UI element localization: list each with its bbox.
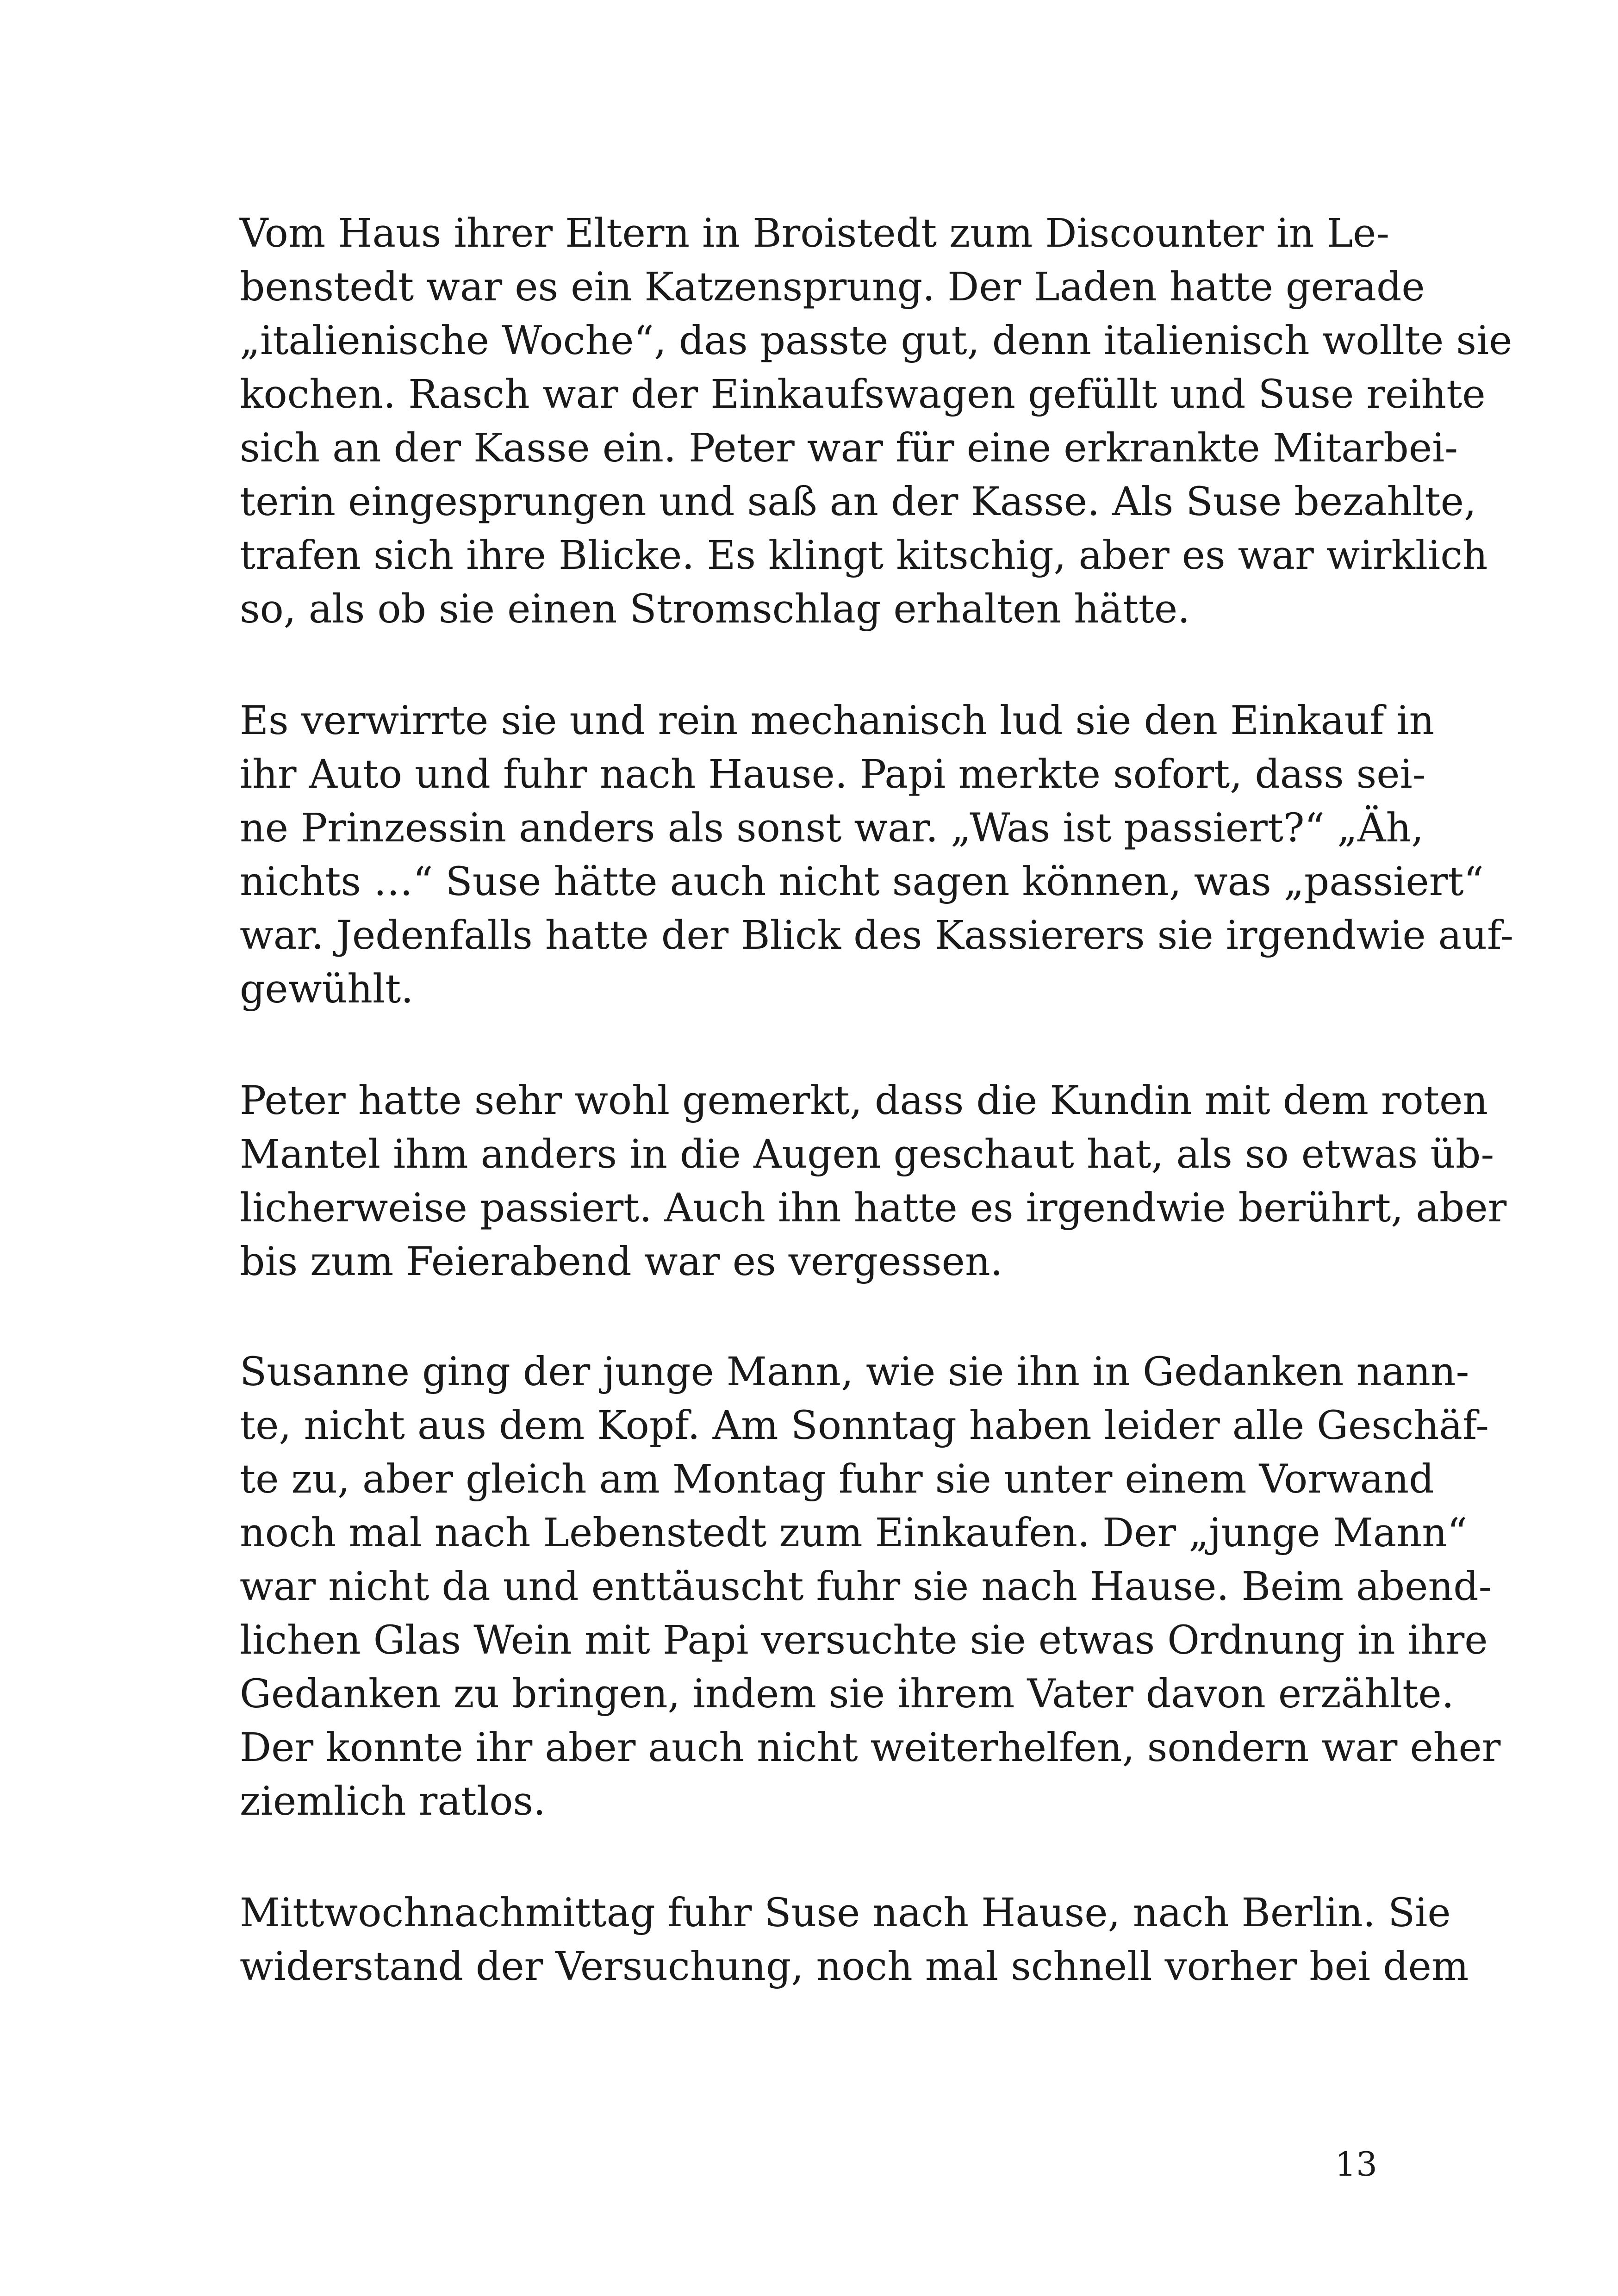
text-line: te zu, aber gleich am Montag fuhr sie unter einem Vorwand: [240, 1456, 1434, 1502]
text-line: benstedt war es ein Katzensprung. Der Laden hatte gerade: [240, 264, 1425, 310]
text-line: terin eingesprungen und saß an der Kasse. Als Suse bezahlte,: [240, 479, 1476, 525]
text-line: Der konnte ihr aber auch nicht weiterhelfen, sondern war eher: [240, 1725, 1501, 1771]
text-line: lichen Glas Wein mit Papi versuchte sie etwas Ordnung in ihre: [240, 1618, 1488, 1663]
text-line: „italienische Woche“, das passte gut, denn italienisch wollte sie: [240, 318, 1512, 364]
text-line: trafen sich ihre Blicke. Es klingt kitschig, aber es war wirklich: [240, 533, 1488, 579]
text-line: sich an der Kasse ein. Peter war für eine erkrankte Mitarbei-: [240, 425, 1458, 471]
text-line: te, nicht aus dem Kopf. Am Sonntag haben leider alle Geschäf-: [240, 1403, 1489, 1449]
text-line: war. Jedenfalls hatte der Blick des Kassierers sie irgendwie auf-: [240, 913, 1514, 958]
text-line: widerstand der Versuchung, noch mal schnell vorher bei dem: [240, 1944, 1469, 1990]
paragraph: [240, 207, 1512, 636]
paragraph: [240, 1345, 1501, 1829]
text-line: Gedanken zu bringen, indem sie ihrem Vater davon erzählte.: [240, 1671, 1454, 1717]
text-line: so, als ob sie einen Stromschlag erhalten hätte.: [240, 586, 1190, 632]
text-line: war nicht da und enttäuscht fuhr sie nach Hause. Beim abend-: [240, 1564, 1492, 1610]
text-line: ne Prinzessin anders als sonst war. „Was ist passiert?“ „Äh,: [240, 805, 1424, 851]
text-line: Peter hatte sehr wohl gemerkt, dass die Kundin mit dem roten: [240, 1078, 1488, 1124]
text-line: Susanne ging der junge Mann, wie sie ihn in Gedanken nann-: [240, 1349, 1469, 1395]
text-line: kochen. Rasch war der Einkaufswagen gefüllt und Suse reihte: [240, 372, 1486, 417]
text-line: Es verwirrte sie und rein mechanisch lud sie den Einkauf in: [240, 698, 1435, 744]
paragraph: [240, 1074, 1507, 1289]
text-line: Vom Haus ihrer Eltern in Broistedt zum Discounter in Le-: [240, 211, 1390, 256]
text-line: licherweise passiert. Auch ihn hatte es irgendwie berührt, aber: [240, 1185, 1507, 1231]
text-line: Mittwochnachmittag fuhr Suse nach Hause, nach Berlin. Sie: [240, 1890, 1451, 1936]
text-line: gewühlt.: [240, 966, 414, 1012]
text-line: ihr Auto und fuhr nach Hause. Papi merkte sofort, dass sei-: [240, 752, 1426, 797]
text-line: noch mal nach Lebenstedt zum Einkaufen. Der „junge Mann“: [240, 1510, 1468, 1556]
text-line: bis zum Feierabend war es vergessen.: [240, 1239, 1003, 1285]
text-line: Mantel ihm anders in die Augen geschaut hat, als so etwas üb-: [240, 1132, 1494, 1177]
text-line: nichts …“ Suse hätte auch nicht sagen können, was „passiert“: [240, 859, 1484, 905]
paragraph: [240, 1886, 1469, 1994]
paragraph: [240, 694, 1514, 1016]
page-number: 13: [1335, 2145, 1377, 2184]
text-line: ziemlich ratlos.: [240, 1779, 546, 1824]
